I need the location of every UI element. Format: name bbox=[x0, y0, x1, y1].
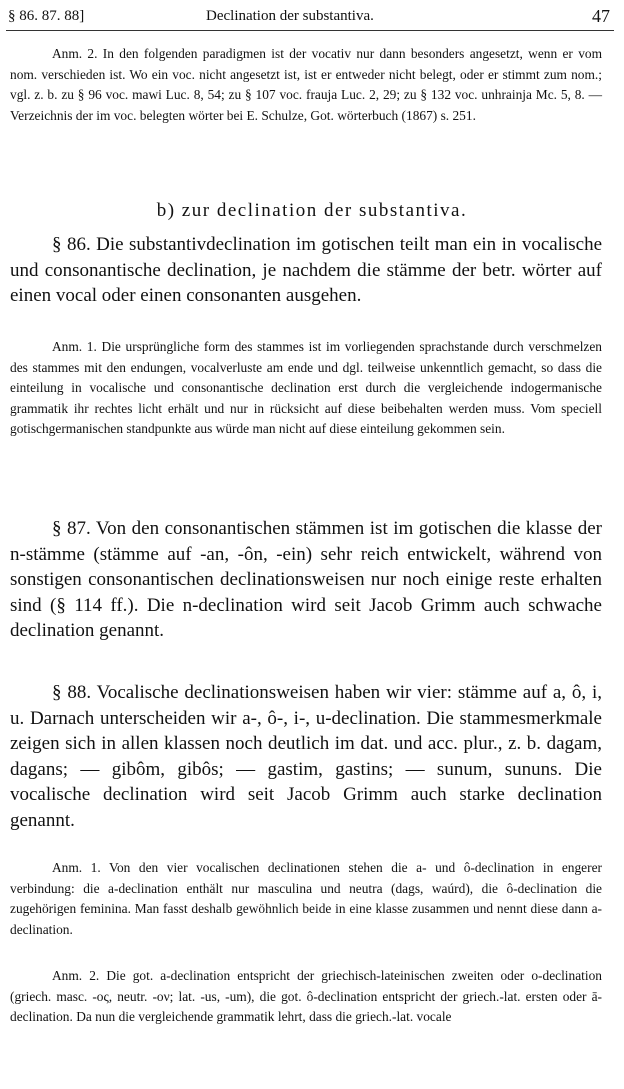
section-heading: b) zur declination der substantiva. bbox=[156, 200, 468, 221]
note-88-anm-2 bbox=[10, 966, 602, 1028]
header-running-title: Declination der substantiva. bbox=[206, 8, 374, 24]
note-anm-2-text: Anm. 2. In den folgenden paradigmen ist der vocativ nur dann besonders angesetzt, wenn er vom nom. verschieden ist. Wo ein voc. nicht angesetzt ist, ist er entweder nicht belegt, oder er stimmt zum nom.; vgl. z. b. zu § 96 voc. mawi Luc. 8, 54; zu § 107 voc. frauja Luc. 2, 29; zu § 132 voc. unhrainja Mc. 5, 8. — Verzeichnis der im voc. belegten wörter bei E. Schulze, Got. wörterbuch (1867) s. 251. bbox=[10, 46, 602, 123]
header-rule bbox=[6, 30, 614, 31]
paragraph-87 bbox=[10, 516, 602, 644]
note-86-anm-1-text: Anm. 1. Die ursprüngliche form des stammes ist im vorliegenden sprachstande durch verschmelzen des stammes mit den endungen, vocalverluste am ende und dgl. teilweise unkenntlich gemacht, so dass die einteilung in vocalische und consonantische declination erst durch die vergleichende indogermanische grammatik ihr rechtes licht erhält und nur in rücksicht auf diese beibehalten werden muss. Vom speciell gotischgermanischen standpunkte aus würde man nicht auf diese einteilung gekommen sein. bbox=[10, 339, 602, 436]
running-header bbox=[8, 6, 610, 28]
note-86-anm-1 bbox=[10, 337, 602, 440]
page-number: 47 bbox=[592, 6, 610, 26]
note-anm-2-vocative bbox=[10, 44, 602, 126]
header-section-ref: § 86. 87. 88] bbox=[8, 8, 85, 24]
note-88-anm-1 bbox=[10, 858, 602, 940]
paragraph-86 bbox=[10, 232, 602, 309]
paragraph-88-text: § 88. Vocalische declinationsweisen haben wir vier: stämme auf a, ô, i, u. Darnach unterscheiden wir a-, ô-, i-, u-declination. Die stammesmerkmale zeigen sich in allen klassen noch deutlich im dat. und acc. plur., z. b. dagam, dagans; — gibôm, gibôs; — gastim, gastins; — sunum, sununs. Die vocalische declination wird seit Jacob Grimm auch starke declination genannt. bbox=[10, 682, 602, 831]
paragraph-87-text: § 87. Von den consonantischen stämmen ist im gotischen die klasse der n-stämme (stämme auf -an, -ôn, -ein) sehr reich entwickelt, während von sonstigen consonantischen declinationsweisen nur noch einige reste erhalten sind (§ 114 ff.). Die n-declination wird seit Jacob Grimm auch schwache declination genannt. bbox=[10, 518, 602, 641]
note-88-anm-2-text: Anm. 2. Die got. a-declination entspricht der griechisch-lateinischen zweiten oder o-declination (griech. masc. -ος, neutr. -ον; lat. -us, -um), die got. ô-declination entspricht der griech.-lat. ersten oder ā-declination. Da nun die vergleichende grammatik lehrt, dass die griech.-lat. vocale bbox=[10, 968, 602, 1024]
note-88-anm-1-text: Anm. 1. Von den vier vocalischen declinationen stehen die a- und ô-declination in engerer verbindung: die a-declination enthält nur masculina und neutra (dags, waúrd), die ô-declination die zugehörigen feminina. Man fasst deshalb gewöhnlich beide in eine klasse zusammen und nennt diese dann a-declination. bbox=[10, 860, 602, 937]
paragraph-86-text: § 86. Die substantivdeclination im gotischen teilt man ein in vocalische und consonantische declination, je nachdem die stämme der betr. wörter auf einen vocal oder einen consonanten ausgehen. bbox=[10, 234, 602, 306]
paragraph-88 bbox=[10, 680, 602, 833]
